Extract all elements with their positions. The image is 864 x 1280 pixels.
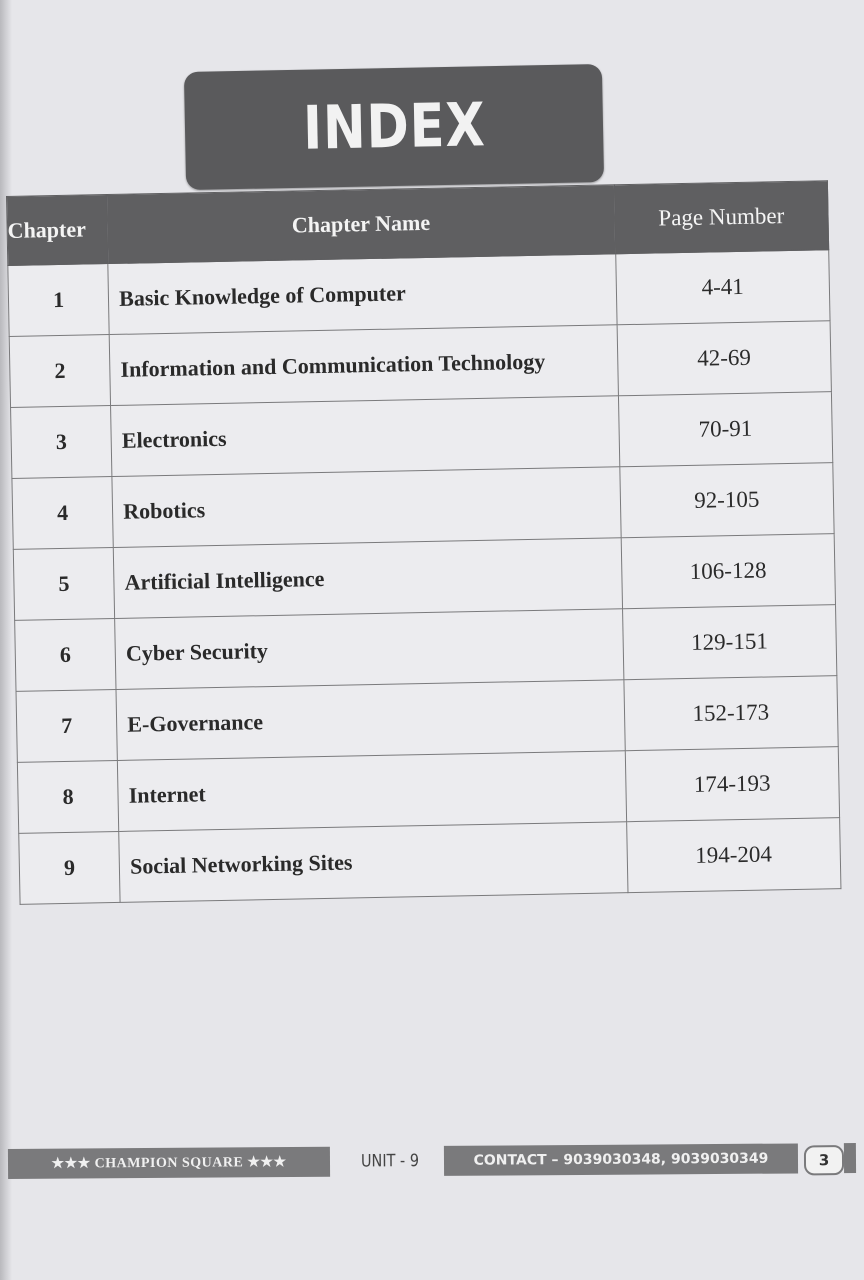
- index-title-banner: [184, 64, 604, 190]
- footer-contact: CONTACT – 9039030348, 9039030349: [444, 1143, 798, 1175]
- chapter-name: Social Networking Sites: [119, 822, 628, 903]
- footer-end-tab: [844, 1143, 856, 1173]
- chapter-name: Internet: [118, 751, 627, 832]
- page-range: 106-128: [621, 534, 836, 609]
- chapter-number: 4: [12, 477, 114, 550]
- footer-page-number: 3: [804, 1145, 844, 1175]
- page-range: 42-69: [617, 321, 832, 396]
- header-chapter: Chapter: [7, 195, 108, 266]
- chapter-number: 1: [8, 264, 110, 337]
- index-table: [6, 180, 841, 905]
- chapter-name: Artificial Intelligence: [113, 538, 622, 619]
- page-range: 70-91: [618, 392, 833, 467]
- chapter-number: 3: [11, 406, 113, 479]
- page-title: INDEX: [302, 90, 486, 164]
- chapter-name: Robotics: [112, 467, 621, 548]
- chapter-name: Basic Knowledge of Computer: [108, 254, 617, 335]
- page-edge-shadow: [0, 0, 12, 1280]
- page-range: 4-41: [615, 250, 830, 325]
- chapter-name: Information and Communication Technology: [109, 325, 618, 406]
- chapter-name: E-Governance: [116, 680, 625, 761]
- chapter-number: 2: [9, 335, 111, 408]
- table-row: [19, 818, 841, 905]
- page-range: 92-105: [619, 463, 834, 538]
- chapter-name: Cyber Security: [115, 609, 624, 690]
- page-range: 152-173: [623, 676, 838, 751]
- chapter-number: 8: [17, 760, 119, 833]
- chapter-name: Electronics: [111, 396, 620, 477]
- page-range: 174-193: [625, 747, 840, 822]
- header-page-number: Page Number: [614, 181, 829, 254]
- footer-brand: ★★★ CHAMPION SQUARE ★★★: [8, 1147, 330, 1179]
- page-range: 194-204: [626, 818, 841, 893]
- chapter-number: 7: [16, 689, 118, 762]
- chapter-number: 5: [13, 548, 115, 621]
- chapter-number: 9: [19, 831, 121, 904]
- footer-unit: UNIT - 9: [360, 1151, 420, 1172]
- table-body: [8, 250, 841, 905]
- page-footer: [8, 1143, 854, 1181]
- page-range: 129-151: [622, 605, 837, 680]
- chapter-number: 6: [15, 618, 117, 691]
- header-chapter-name: Chapter Name: [107, 185, 616, 264]
